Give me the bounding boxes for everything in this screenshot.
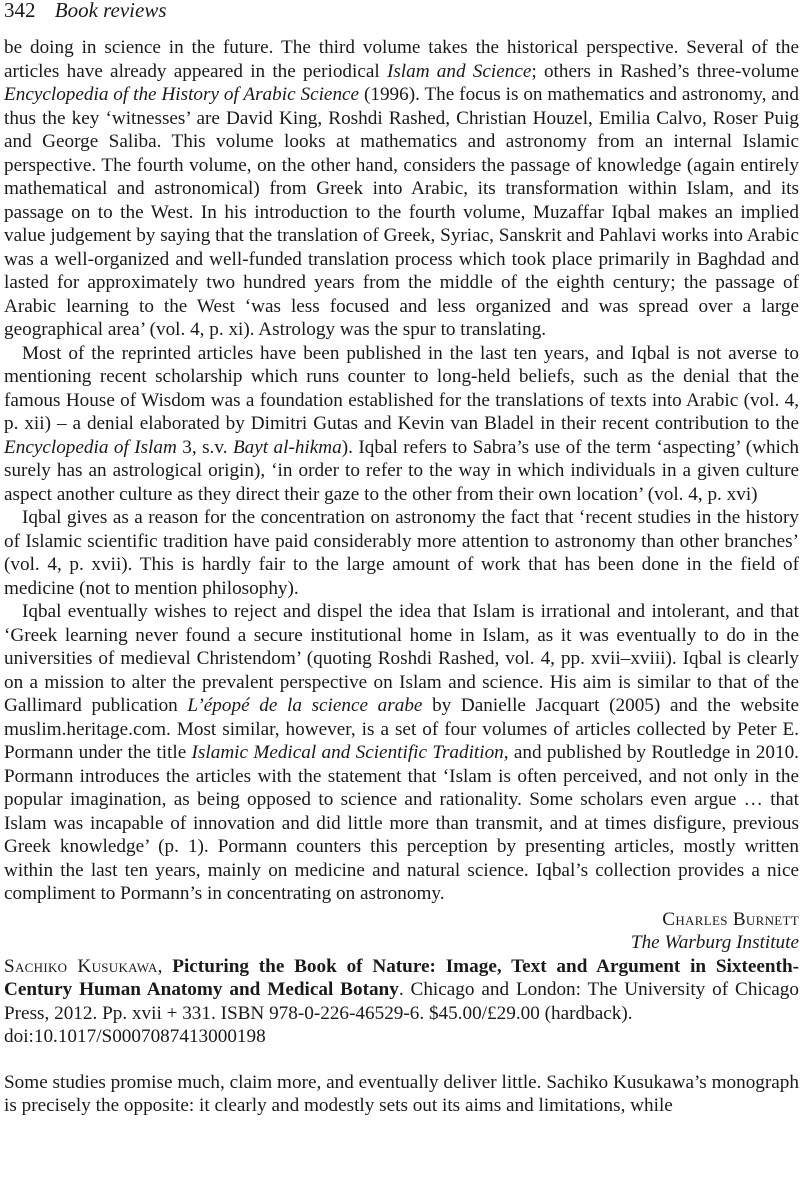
page-number: 342 <box>4 0 36 22</box>
book-title-heading: Picturing the Book of Nature: Image, Text and Argument in Sixteenth-Century Human Anatomy and Medical Botany <box>4 955 800 1000</box>
paragraph: Iqbal gives as a reason for the concentration on astronomy the fact that ‘recent studies in the history of Islamic scientific tradition have paid considerably more attention to astronomy than other branches’ (vol. 4, p. xvii). This is hardly fair to the large amount of work that has been done in the field of medicine (not to mention philosophy). <box>4 507 799 599</box>
paragraph: Most of the reprinted articles have been published in the last ten years, and Iqbal is not averse to mentioning recent scholarship which runs counter to long-held beliefs, such as the denial that the famous House of Wisdom was a foundation established for the translations of texts into Arabic (vol. 4, p. xii) – a denial elaborated by Dimitri Gutas and Kevin van Bladel in their recent contribution to the Encyclopedia of Islam 3, s.v. Bayt al-hikma). Iqbal refers to Sabra’s use of the term ‘aspecting’ (which surely has an astrological origin), ‘in order to refer to the way in which individuals in a given culture aspect another culture as they direct their gaze to the other from their own location’ (vol. 4, p. xvi) <box>4 342 799 505</box>
review-opening: Some studies promise much, claim more, and eventually deliver little. Sachiko Kusukawa’s monograph is precisely the opposite: it clearly and modestly sets out its aims and limitations, while <box>4 1071 799 1116</box>
encyclopedia-title: Encyclopedia of the History of Arabic Science <box>4 84 360 105</box>
book-title: Islamic Medical and Scientific Tradition <box>191 742 504 763</box>
reviewer-signature <box>4 908 799 955</box>
review-citation: Sachiko Kusukawa, Picturing the Book of Nature: Image, Text and Argument in Sixteenth-Century Human Anatomy and Medical Botany. Chicago and London: The University of Chicago Press, 2012. Pp. xvii + 331. ISBN 978-0-226-46529-6. $45.00/£29.00 (hardback). <box>4 955 800 1024</box>
doi: doi:10.1017/S0007087413000198 <box>4 1026 266 1047</box>
reviewer-affiliation: The Warburg Institute <box>630 932 799 953</box>
journal-title: Islam and Science <box>386 60 532 82</box>
publication-details: Chicago and London: The University of Chicago Press, 2012. Pp. xvii + 331. ISBN 978-0-226-46529-6. $45.00/£29.00 (hardback). <box>4 979 799 1024</box>
section-title: Book reviews <box>54 0 167 22</box>
entry-title: Bayt al-hikma <box>232 436 342 458</box>
running-head <box>4 0 167 24</box>
article-body <box>4 36 799 1118</box>
book-title: L’épopé de la science arabe <box>187 695 423 716</box>
paragraph-continued: be doing in science in the future. The third volume takes the historical perspective. Several of the articles have already appeared in the periodical Islam and Science; others in Rashed’s three-volume Encyclopedia of the History of Arabic Science (1996). The focus is on mathematics and astronomy, and thus the key ‘witnesses’ are David King, Roshdi Rashed, Christian Houzel, Emilia Calvo, Roser Puig and George Saliba. This volume looks at mathematics and astronomy from an internal Islamic perspective. The fourth volume, on the other hand, considers the passage of knowledge (again entirely mathematical and astronomical) from Greek into Arabic, its transformation within Islam, and its passage on to the West. In his introduction to the fourth volume, Muzaffar Iqbal makes an implied value judgement by saying that the translation of Greek, Syriac, Sanskrit and Pahlavi works into Arabic was a well-organized and well-funded translation process which took place primarily in Baghdad and lasted for approximately two hundred years from the middle of the eighth century; the passage of Arabic learning to the West ‘was less focused and less organized and was spread over a large geographical area’ (vol. 4, p. xi). Astrology was the spur to translating. <box>4 37 799 340</box>
paragraph: Iqbal eventually wishes to reject and dispel the idea that Islam is irrational and intolerant, and that ‘Greek learning never found a secure institutional home in Islam, as it was eventually to do in the universities of medieval Christendom’ (quoting Roshdi Rashed, vol. 4, pp. xvii–xviii). Iqbal is clearly on a mission to alter the prevalent perspective on Islam and science. His aim is similar to that of the Gallimard publication L’épopé de la science arabe by Danielle Jacquart (2005) and the website muslim.heritage.com. Most similar, however, is a set of four volumes of articles collected by Peter E. Pormann under the title Islamic Medical and Scientific Tradition, and published by Routledge in 2010. Pormann introduces the articles with the statement that ‘Islam is often perceived, and not only in the popular imagination, as being opposed to science and rationality. Some scholars even argue … that Islam was incapable of innovation and did little more than transmit, and at times disfigure, previous Greek knowledge’ (p. 1). Pormann counters this perception by presenting articles, mostly written within the last ten years, mainly on medicine and natural science. Iqbal’s collection provides a nice compliment to Pormann’s in concentrating on astronomy. <box>4 601 799 904</box>
book-author: Sachiko Kusukawa <box>4 955 158 977</box>
encyclopedia-title: Encyclopedia of Islam <box>4 436 177 458</box>
reviewer-name: Charles Burnett <box>662 908 799 930</box>
